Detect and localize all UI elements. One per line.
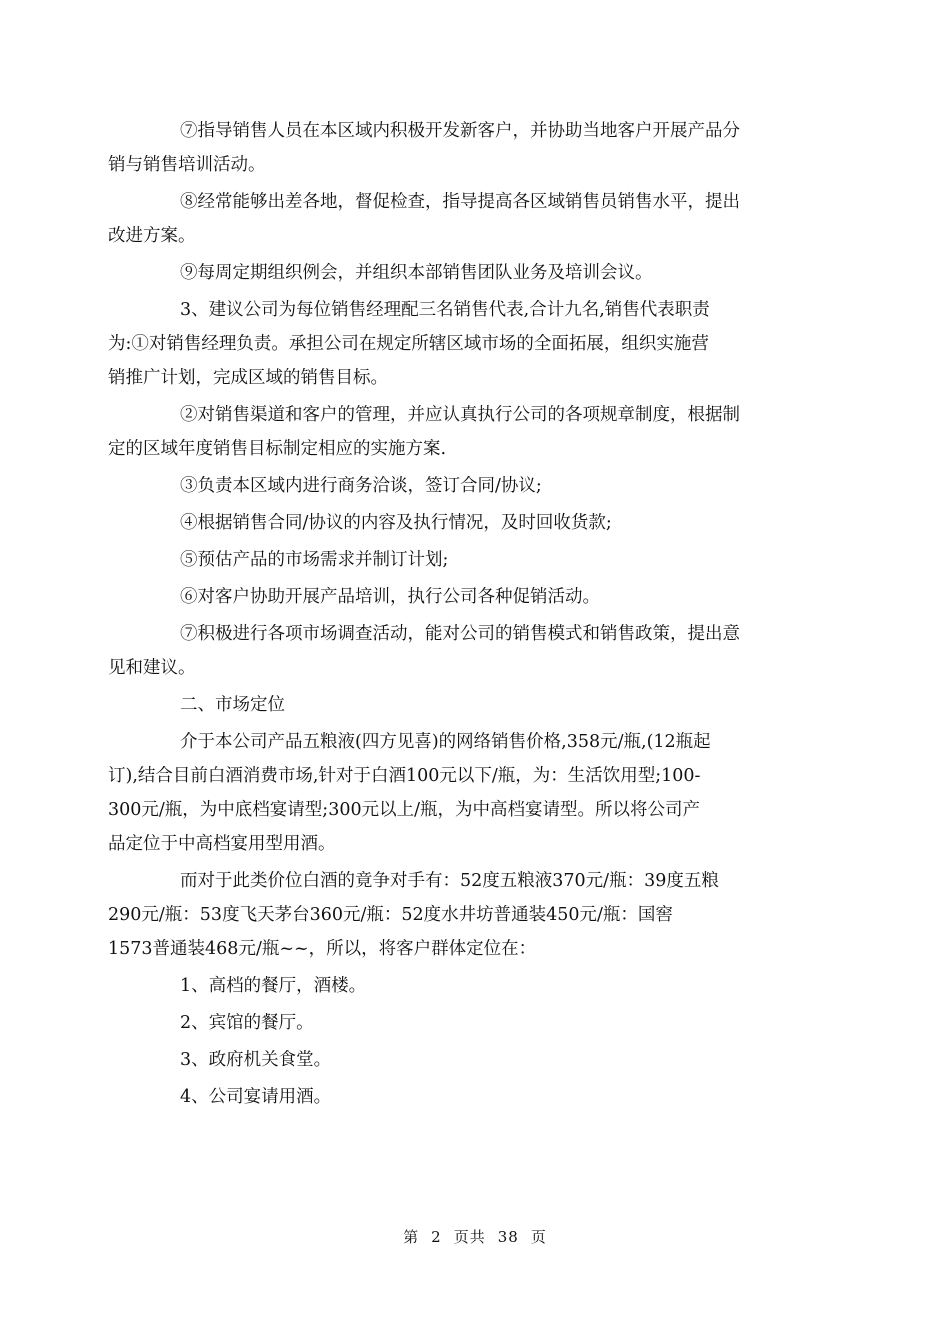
paragraph-line: 定的区域年度销售目标制定相应的实施方案. bbox=[108, 439, 447, 459]
paragraph-line: 改进方案。 bbox=[108, 226, 196, 246]
paragraph-13 bbox=[108, 864, 808, 966]
footer-prefix: 第 bbox=[403, 1228, 420, 1246]
paragraph-line: 1、高档的餐厅，酒楼。 bbox=[180, 976, 367, 996]
paragraph-line: ②对销售渠道和客户的管理，并应认真执行公司的各项规章制度，根据制 bbox=[180, 405, 740, 425]
list-item bbox=[144, 1006, 808, 1040]
paragraph-6 bbox=[144, 469, 808, 503]
paragraph-4 bbox=[108, 293, 808, 395]
footer-current-page: 2 bbox=[431, 1228, 442, 1246]
list-item bbox=[144, 1043, 808, 1077]
paragraph-line: ⑤预估产品的市场需求并制订计划; bbox=[180, 550, 449, 570]
paragraph-line: 2、宾馆的餐厅。 bbox=[180, 1013, 314, 1033]
paragraph-line: 3、政府机关食堂。 bbox=[180, 1050, 332, 1070]
paragraph-9 bbox=[144, 580, 808, 614]
footer-total-pages: 38 bbox=[497, 1228, 519, 1246]
list-item bbox=[144, 1080, 808, 1114]
paragraph-line: 1573普通装468元/瓶~~，所以，将客户群体定位在： bbox=[108, 939, 537, 959]
paragraph-3 bbox=[144, 256, 808, 290]
paragraph-1 bbox=[108, 114, 808, 182]
footer-suffix: 页 bbox=[530, 1228, 547, 1246]
document-body bbox=[108, 114, 808, 1117]
paragraph-line: ④根据销售合同/协议的内容及执行情况，及时回收货款; bbox=[180, 513, 612, 533]
paragraph-line: ⑦积极进行各项市场调查活动，能对公司的销售模式和销售政策，提出意 bbox=[180, 624, 740, 644]
paragraph-line: 300元/瓶，为中底档宴请型;300元以上/瓶，为中高档宴请型。所以将公司产 bbox=[108, 800, 700, 820]
paragraph-10 bbox=[108, 617, 808, 685]
paragraph-line: 见和建议。 bbox=[108, 658, 196, 678]
paragraph-line: 3、建议公司为每位销售经理配三名销售代表,合计九名,销售代表职责 bbox=[180, 300, 710, 320]
paragraph-line: 4、公司宴请用酒。 bbox=[180, 1087, 332, 1107]
paragraph-5 bbox=[108, 398, 808, 466]
paragraph-8 bbox=[144, 543, 808, 577]
paragraph-line: ⑨每周定期组织例会，并组织本部销售团队业务及培训会议。 bbox=[180, 263, 653, 283]
paragraph-line: 290元/瓶：53度飞天茅台360元/瓶：52度水井坊普通装450元/瓶：国窖 bbox=[108, 905, 673, 925]
paragraph-line: ⑦指导销售人员在本区域内积极开发新客户，并协助当地客户开展产品分 bbox=[180, 121, 740, 141]
paragraph-line: ③负责本区域内进行商务洽谈，签订合同/协议; bbox=[180, 476, 542, 496]
paragraph-line: 订),结合目前白酒消费市场,针对于白酒100元以下/瓶，为：生活饮用型;100- bbox=[108, 766, 701, 786]
paragraph-line: 而对于此类价位白酒的竟争对手有：52度五粮液370元/瓶：39度五粮 bbox=[180, 871, 719, 891]
page-footer bbox=[0, 1226, 950, 1248]
paragraph-line: 二、市场定位 bbox=[180, 695, 285, 715]
paragraph-line: 销与销售培训活动。 bbox=[108, 155, 266, 175]
paragraph-line: 销推广计划，完成区域的销售目标。 bbox=[108, 368, 388, 388]
footer-middle: 页共 bbox=[453, 1228, 486, 1246]
paragraph-7 bbox=[144, 506, 808, 540]
paragraph-2 bbox=[108, 185, 808, 253]
section-heading bbox=[144, 688, 808, 722]
paragraph-line: ⑥对客户协助开展产品培训，执行公司各种促销活动。 bbox=[180, 587, 600, 607]
paragraph-line: 介于本公司产品五粮液(四方见喜)的网络销售价格,358元/瓶,(12瓶起 bbox=[180, 732, 711, 752]
list-item bbox=[144, 969, 808, 1003]
paragraph-line: ⑧经常能够出差各地，督促检查，指导提高各区域销售员销售水平，提出 bbox=[180, 192, 740, 212]
paragraph-line: 为:①对销售经理负责。承担公司在规定所辖区域市场的全面拓展，组织实施营 bbox=[108, 334, 709, 354]
paragraph-line: 品定位于中高档宴用型用酒。 bbox=[108, 834, 336, 854]
paragraph-12 bbox=[108, 725, 808, 861]
